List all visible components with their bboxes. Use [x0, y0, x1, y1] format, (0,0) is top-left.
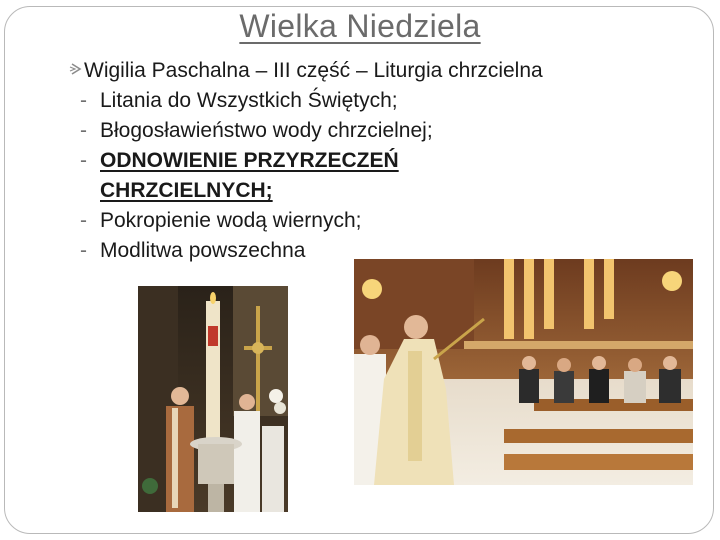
photo-sprinkling-icon	[354, 259, 693, 485]
dash-bullet: -	[80, 209, 87, 232]
slide-title: Wielka Niedziela	[239, 8, 481, 44]
list-item	[74, 146, 480, 206]
list-item	[74, 206, 714, 236]
list-item	[74, 86, 714, 116]
list-item	[74, 116, 714, 146]
dash-bullet: -	[80, 239, 87, 262]
photo-baptismal-font-icon	[138, 286, 288, 512]
list-item-text: Pokropienie wodą wiernych;	[100, 209, 362, 232]
baptismal-font-photo	[138, 286, 288, 512]
dash-bullet: -	[80, 149, 87, 172]
lead-text: Wigilia Paschalna – III część – Liturgia chrzcielna	[84, 59, 543, 82]
bullet-arrow-icon	[69, 62, 83, 76]
sprinkling-congregation-photo	[354, 259, 693, 485]
list-item-text: Litania do Wszystkich Świętych;	[100, 89, 398, 112]
dash-bullet: -	[80, 119, 87, 142]
list-item-text: Błogosławieństwo wody chrzcielnej;	[100, 119, 433, 142]
list-item-text: Modlitwa powszechna	[100, 239, 306, 262]
list-item-text-emphasis: ODNOWIENIE PRZYRZECZEŃ CHRZCIELNYCH;	[100, 149, 399, 202]
dash-bullet: -	[80, 89, 87, 112]
lead-bullet	[84, 56, 714, 86]
bullet-list	[74, 56, 714, 266]
